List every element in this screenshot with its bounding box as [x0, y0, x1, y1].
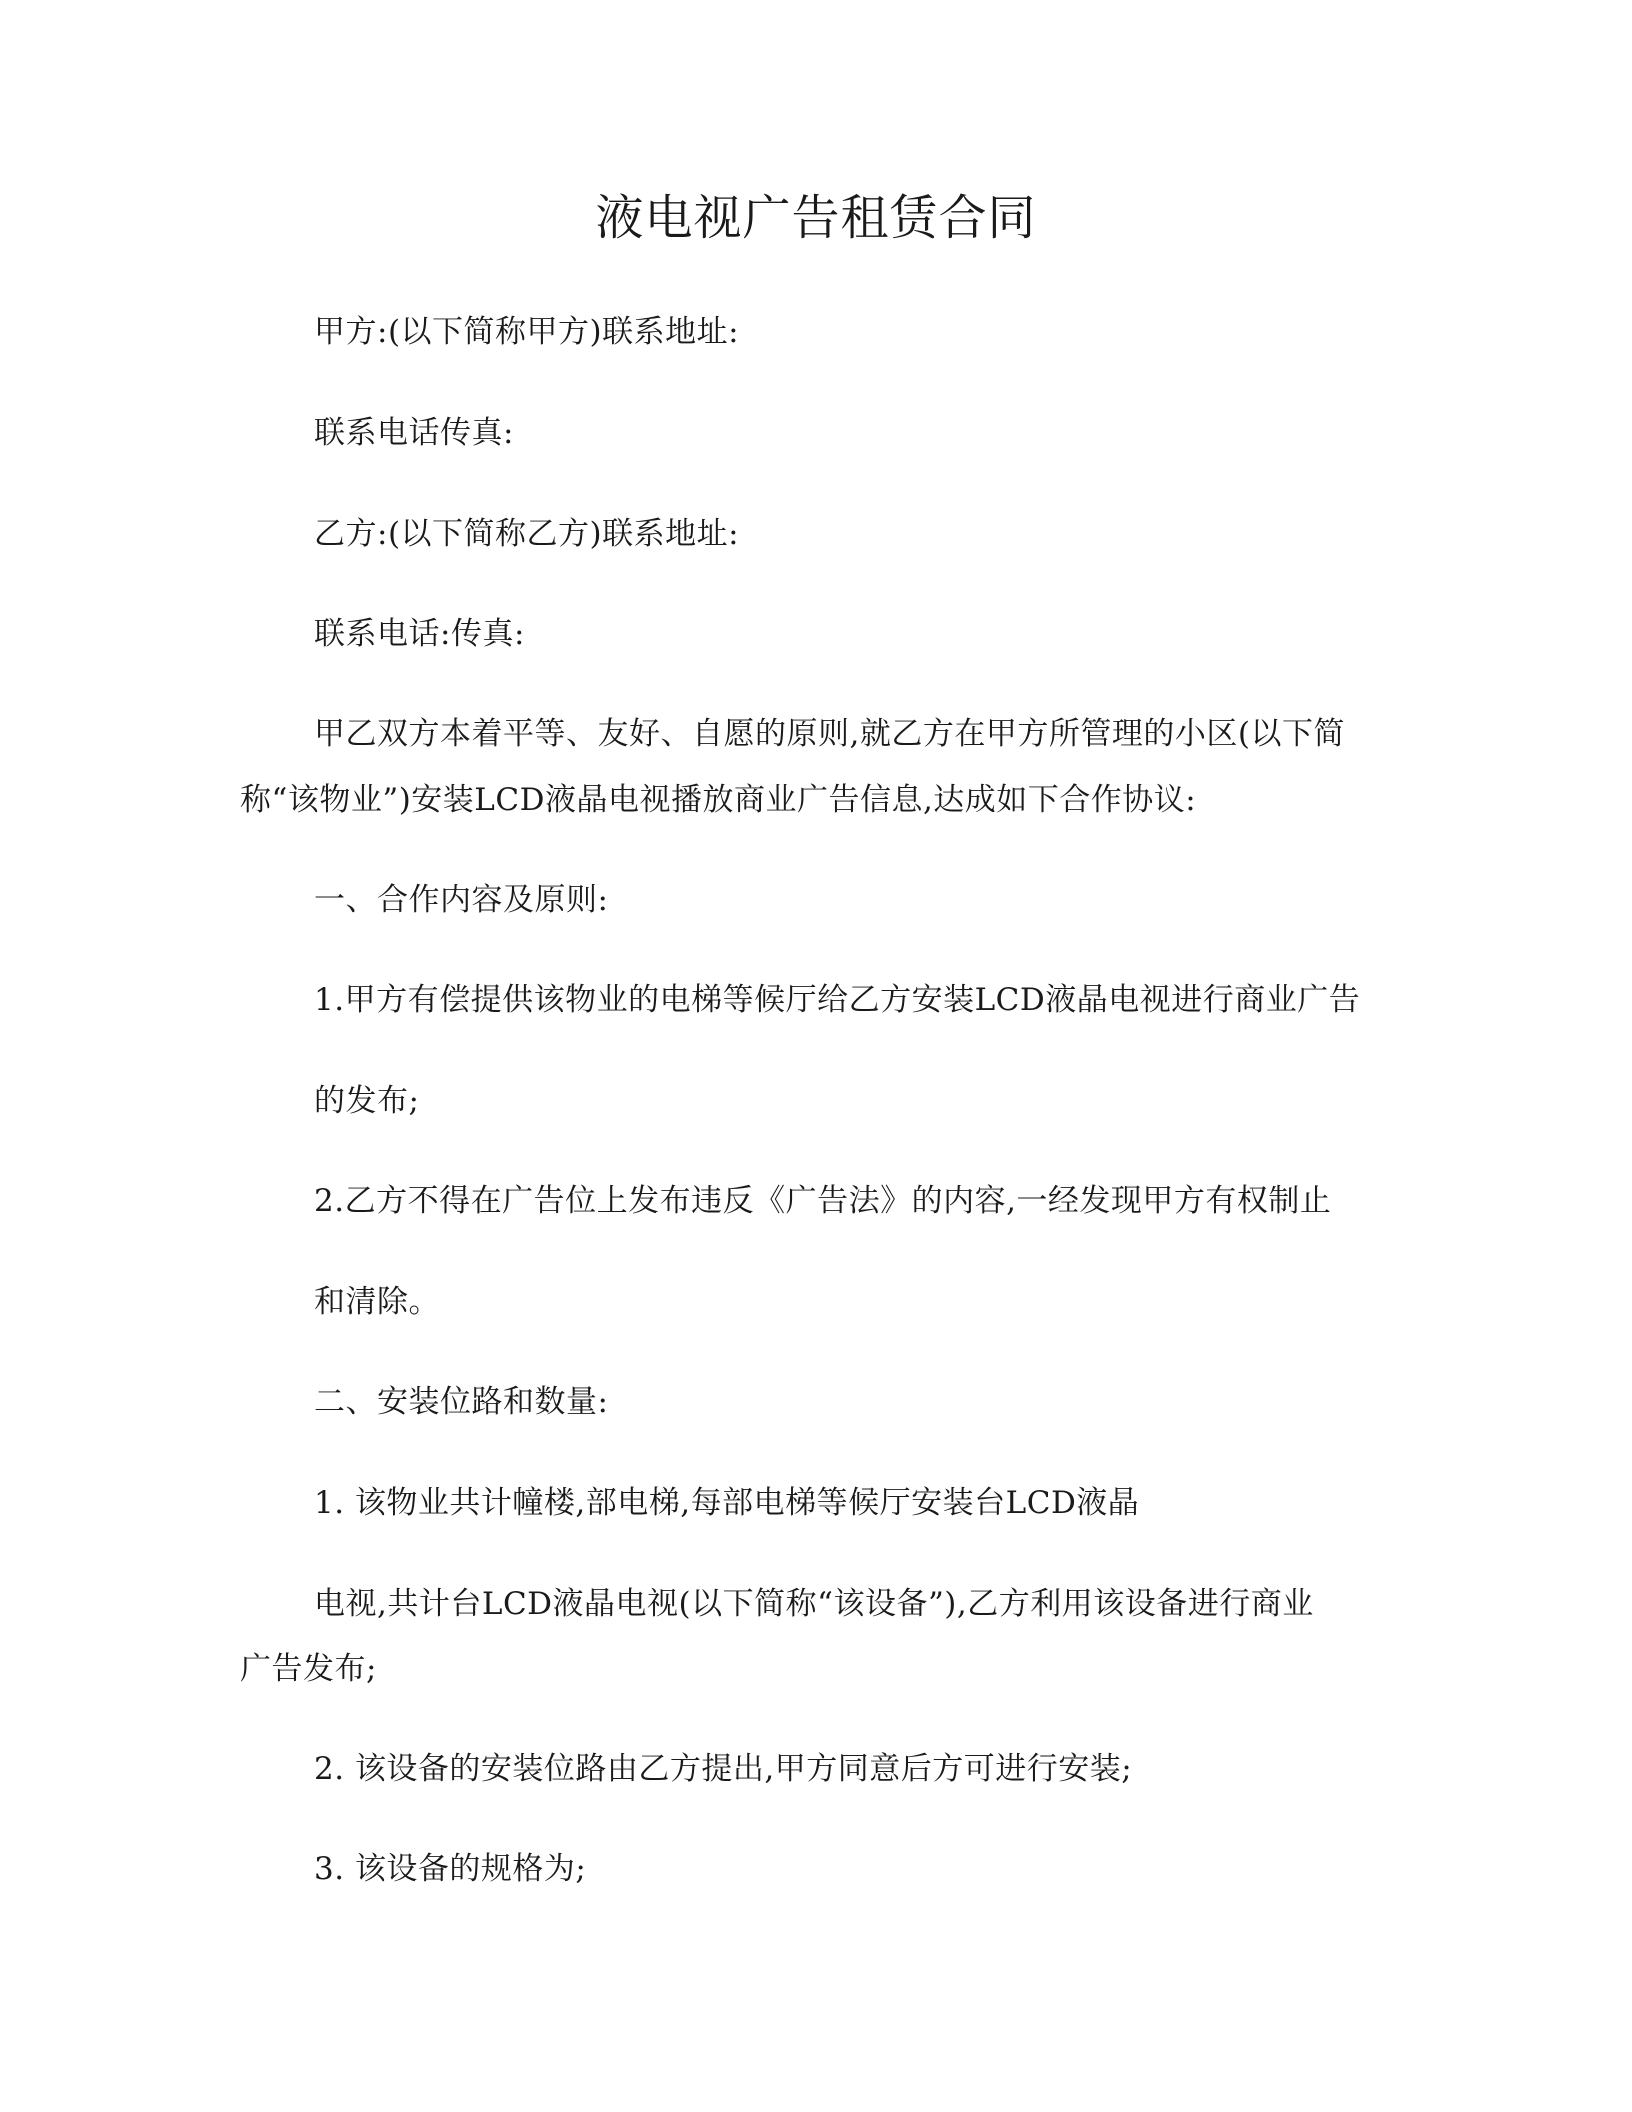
clause-1-1-line-1: 1.甲方有偿提供该物业的电梯等候厅给乙方安装LCD液晶电视进行商业广告	[314, 982, 1361, 1018]
intro-paragraph-line-1: 甲乙双方本着平等、友好、自愿的原则,就乙方在甲方所管理的小区(以下简	[314, 716, 1345, 752]
clause-1-2-line-2: 和清除。	[314, 1284, 440, 1320]
party-b-phone-line: 联系电话:传真:	[314, 616, 525, 652]
clause-1-2-line-1: 2.乙方不得在广告位上发布违反《广告法》的内容,一经发现甲方有权制止	[314, 1183, 1332, 1219]
clause-2-2: 2. 该设备的安装位路由乙方提出,甲方同意后方可进行安装;	[314, 1751, 1133, 1787]
intro-paragraph-line-2: 称“该物业”)安装LCD液晶电视播放商业广告信息,达成如下合作协议:	[240, 782, 1197, 818]
section-1-heading: 一、合作内容及原则:	[314, 882, 609, 918]
clause-2-1-line-3: 广告发布;	[240, 1651, 377, 1687]
clause-2-1-line-2: 电视,共计台LCD液晶电视(以下简称“该设备”),乙方利用该设备进行商业	[314, 1586, 1314, 1622]
document-title: 液电视广告租赁合同	[595, 190, 1037, 246]
clause-2-3: 3. 该设备的规格为;	[314, 1851, 587, 1887]
clause-1-1-line-2: 的发布;	[314, 1083, 420, 1119]
clause-2-1-line-1: 1. 该物业共计幢楼,部电梯,每部电梯等候厅安装台LCD液晶	[314, 1485, 1140, 1521]
party-b-address-line: 乙方:(以下简称乙方)联系地址:	[314, 516, 740, 552]
party-a-address-line: 甲方:(以下简称甲方)联系地址:	[314, 314, 740, 350]
section-2-heading: 二、安装位路和数量:	[314, 1384, 609, 1420]
party-a-phone-line: 联系电话传真:	[314, 415, 514, 451]
